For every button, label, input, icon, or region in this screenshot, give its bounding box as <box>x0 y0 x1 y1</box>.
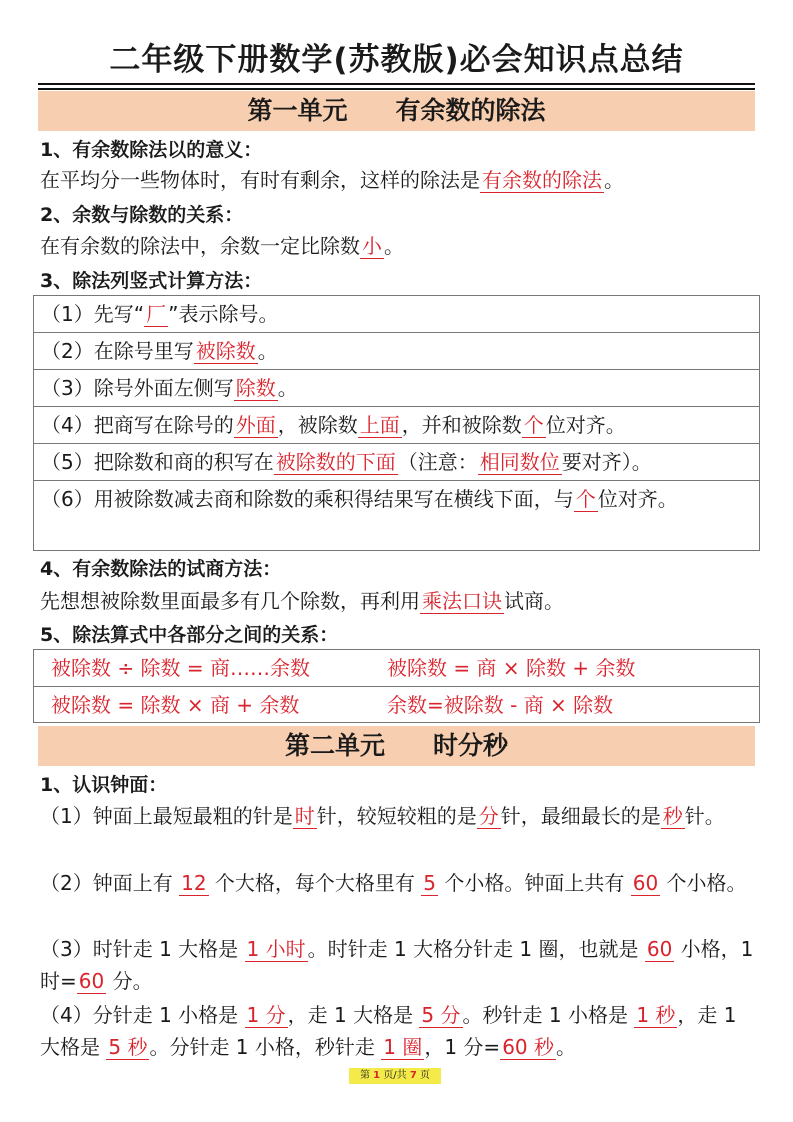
unit1-s2-text <box>40 231 404 261</box>
text: （1）先写“ <box>41 302 145 326</box>
answer-blank: 1 圈 <box>383 1035 423 1059</box>
text: 。时针走 1 大格分针走 1 圈，也就是 <box>307 937 645 961</box>
step-row-2 <box>34 333 759 370</box>
division-relations-box <box>33 649 760 723</box>
text: 小格，1 时= <box>40 937 754 993</box>
text: 个小格。 <box>660 871 747 895</box>
text: （3）时针走 1 大格是 <box>40 937 245 961</box>
answer-blank: 有余数的除法 <box>482 168 602 192</box>
text: （3）除号外面左侧写 <box>41 376 234 400</box>
answer-blank: 60 <box>78 969 105 993</box>
formula: 余数=被除数 - 商 × 除数 <box>387 693 614 717</box>
text: 在平均分一些物体时，有时有剩余，这样的除法是 <box>40 168 480 192</box>
formula: 被除数 ÷ 除数 = 商……余数 <box>51 656 310 680</box>
answer-blank: 60 <box>646 937 673 961</box>
clock-paragraph-2 <box>40 867 758 899</box>
text: （4）分针走 1 小格是 <box>40 1003 245 1027</box>
text: 在有余数的除法中，余数一定比除数 <box>40 234 360 258</box>
answer-blank: 被除数的下面 <box>275 450 396 474</box>
unit1-name: 第一单元 <box>247 96 348 125</box>
answer-blank: 个 <box>575 487 596 511</box>
text: （6）用被除数减去商和除数的乘积得结果写在横线下面，与 <box>41 487 574 511</box>
unit1-header <box>38 91 755 131</box>
answer-blank: 乘法口诀 <box>422 589 502 613</box>
text: ”表示除号。 <box>168 302 279 326</box>
text: ，1 分= <box>424 1035 501 1059</box>
answer-blank: 除数 <box>235 376 276 400</box>
answer-blank: 1 分 <box>246 1003 286 1027</box>
text: （1）钟面上最短最粗的针是 <box>40 804 293 828</box>
answer-blank: 12 <box>181 871 207 895</box>
unit1-s1-text <box>40 165 624 195</box>
text: 。 <box>556 1035 576 1059</box>
text: ，并和被除数 <box>401 413 522 437</box>
unit1-s2-heading: 2、余数与除数的关系： <box>40 204 244 226</box>
unit1-topic: 有余数的除法 <box>395 96 546 125</box>
text: （4）把商写在除号的 <box>41 413 234 437</box>
current-page: 1 <box>373 1070 381 1081</box>
text: 。 <box>604 168 624 192</box>
total-pages: 7 <box>409 1070 417 1081</box>
title-rule-top <box>38 83 755 85</box>
answer-blank: 分 <box>478 804 499 828</box>
text: 页/共 <box>383 1070 407 1081</box>
clock-paragraph-3 <box>40 933 758 997</box>
text: 先想想被除数里面最多有几个除数，再利用 <box>40 589 420 613</box>
relations-row-1 <box>34 650 759 687</box>
unit1-s3-heading: 3、除法列竖式计算方法： <box>40 270 263 292</box>
text: 页 <box>420 1070 431 1081</box>
text: 针。 <box>684 804 725 828</box>
answer-blank: 5 分 <box>421 1003 461 1027</box>
text: （2）钟面上有 <box>40 871 180 895</box>
page-number-footer <box>349 1068 441 1084</box>
text: 试商。 <box>504 589 564 613</box>
division-steps-box <box>33 295 760 551</box>
step-row-6 <box>34 481 759 549</box>
unit2-topic: 时分秒 <box>433 731 509 760</box>
text: ，走 1 大格是 <box>287 1003 420 1027</box>
unit1-s4-text <box>40 586 564 616</box>
answer-blank: 60 <box>632 871 659 895</box>
title-rule-bottom <box>38 88 755 90</box>
text: ，被除数 <box>277 413 358 437</box>
text: 。分针走 1 小格，秒针走 <box>149 1035 382 1059</box>
unit1-s5-heading: 5、除法算式中各部分之间的关系： <box>40 624 339 646</box>
answer-blank: 相同数位 <box>479 450 560 474</box>
answer-blank: 5 <box>423 871 436 895</box>
answer-blank: 上面 <box>359 413 400 437</box>
answer-blank: 被除数 <box>195 339 256 363</box>
answer-blank: 时 <box>294 804 315 828</box>
clock-paragraph-1 <box>40 800 758 832</box>
answer-blank: 厂 <box>146 302 167 326</box>
step-row-1 <box>34 296 759 333</box>
relations-row-2 <box>34 687 759 723</box>
text: 个大格，每个大格里有 <box>208 871 422 895</box>
text: 。秒针走 1 小格是 <box>462 1003 635 1027</box>
document-title: 二年级下册数学(苏教版)必会知识点总结 <box>109 42 684 78</box>
text: 。 <box>384 234 404 258</box>
answer-blank: 秒 <box>662 804 683 828</box>
answer-blank: 个 <box>523 413 544 437</box>
answer-blank: 5 秒 <box>108 1035 148 1059</box>
text: 针，最细最长的是 <box>500 804 661 828</box>
text: 。 <box>257 339 278 363</box>
text: 针，较短较粗的是 <box>316 804 477 828</box>
answer-blank: 1 小时 <box>246 937 306 961</box>
answer-blank: 1 秒 <box>636 1003 676 1027</box>
step-row-4 <box>34 407 759 444</box>
unit1-s1-heading: 1、有余数除法以的意义： <box>40 139 263 161</box>
text: 位对齐。 <box>597 487 678 511</box>
text: 第 <box>359 1070 370 1081</box>
unit2-header <box>38 726 755 766</box>
unit2-name: 第二单元 <box>284 731 385 760</box>
text: 要对齐）。 <box>561 450 652 474</box>
text: 。 <box>277 376 298 400</box>
text: 分。 <box>106 969 153 993</box>
text: 个小格。钟面上共有 <box>438 871 631 895</box>
formula: 被除数 = 除数 × 商 + 余数 <box>51 693 300 717</box>
formula: 被除数 = 商 × 除数 + 余数 <box>387 656 636 680</box>
text: 位对齐。 <box>545 413 626 437</box>
answer-blank: 60 秒 <box>502 1035 554 1059</box>
clock-paragraph-4 <box>40 999 758 1063</box>
text: （注意： <box>397 450 478 474</box>
text: （2）在除号里写 <box>41 339 194 363</box>
text: ，走 1 大格是 <box>40 1003 737 1059</box>
step-row-5 <box>34 444 759 481</box>
answer-blank: 外面 <box>235 413 276 437</box>
step-row-3 <box>34 370 759 407</box>
unit2-s1-heading: 1、认识钟面： <box>40 774 168 796</box>
answer-blank: 小 <box>362 234 382 258</box>
text: （5）把除数和商的积写在 <box>41 450 274 474</box>
unit1-s4-heading: 4、有余数除法的试商方法： <box>40 558 282 580</box>
